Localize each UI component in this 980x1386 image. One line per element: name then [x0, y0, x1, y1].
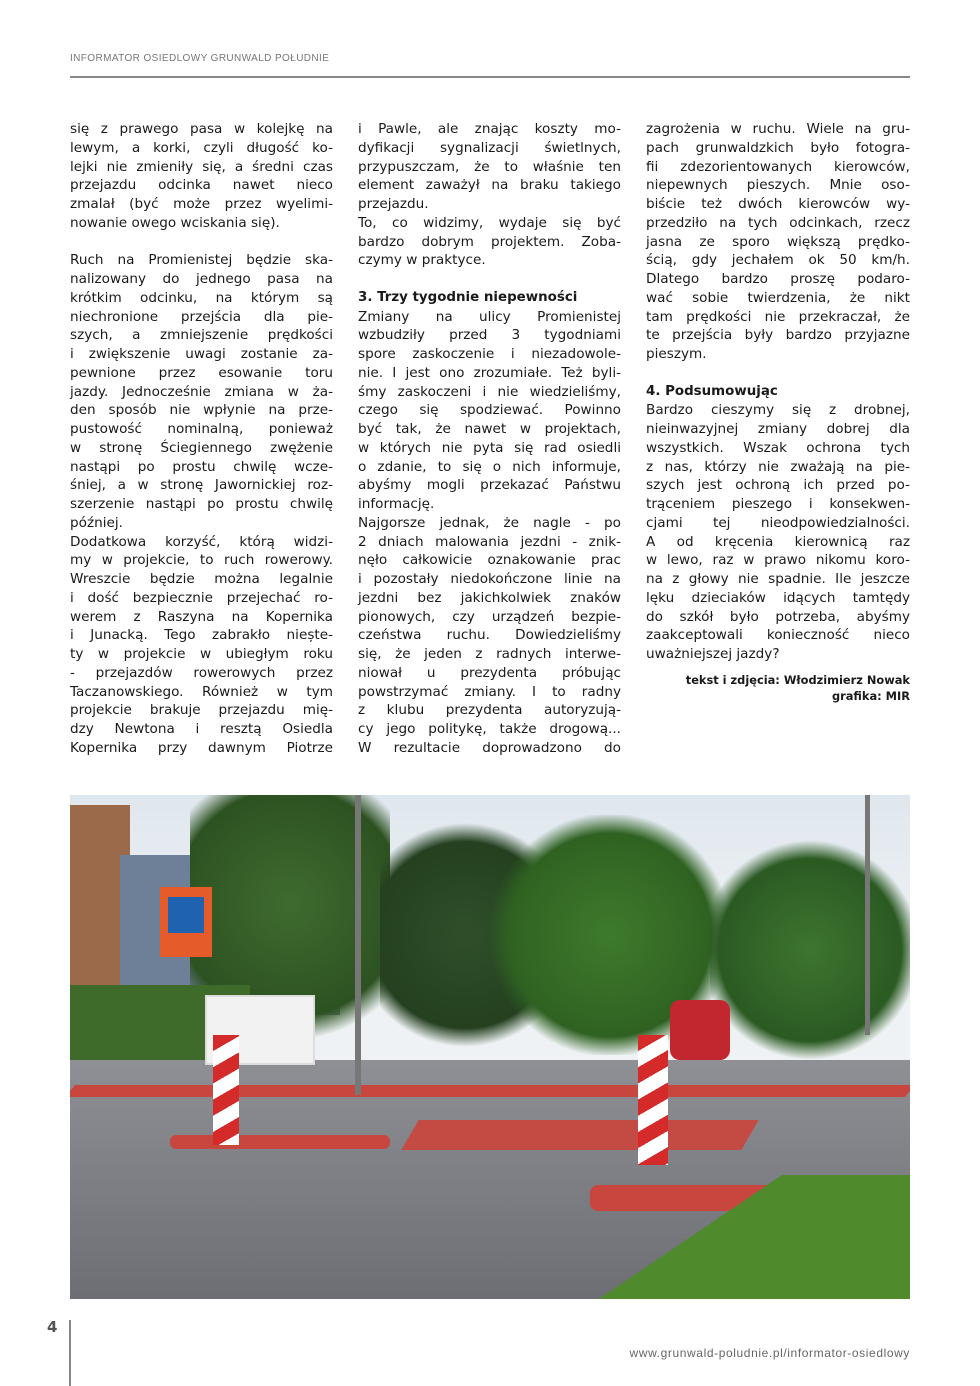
- credit-graphics: grafika: MIR: [831, 688, 910, 703]
- text-line: i zwiększenie uwagi zostanie za-: [70, 346, 333, 362]
- text-line: czeństwa ruchu. Dowiedzieliśmy: [358, 627, 621, 644]
- text-line: nastąpi po prostu chwilę wcze-: [70, 458, 333, 475]
- text-line: W rezultacie doprowadzono do: [358, 739, 621, 756]
- text-line: tam prędkości nie przekraczał, że: [646, 308, 910, 325]
- paragraph: [358, 308, 621, 514]
- text-line: spore zaskoczenie i niezadowole-: [358, 346, 621, 362]
- text-line: śniej, a w stronę Jawornickiej roz-: [70, 477, 333, 494]
- header-divider: [70, 76, 910, 78]
- article-photo-road-crossing: [70, 795, 910, 1299]
- text-line: A od kręcenia kierownicą raz: [646, 533, 910, 550]
- text-line: się z prawego pasa w kolejkę na: [70, 121, 333, 137]
- text-line: śmy zaskoczeni i nie wiedzieliśmy,: [358, 383, 621, 400]
- text-line: 2 dniach malowania jezdni - znik-: [358, 533, 621, 550]
- text-line: jezdni bez jakichkolwiek znaków: [358, 589, 621, 606]
- text-line: szych jest ochroną ich przed po-: [646, 477, 910, 494]
- text-line: przedziło na tych odcinkach, rzecz: [646, 214, 910, 231]
- text-line: nie. I jest ono zrozumiałe. Też byli-: [358, 364, 621, 381]
- text-line: zmalał (być może przez wyelimi-: [70, 196, 333, 212]
- text-line: zagrożenia w ruchu. Wiele na gru-: [646, 121, 910, 137]
- publication-header: INFORMATOR OSIEDLOWY GRUNWALD POŁUDNIE: [70, 53, 330, 64]
- text-line: cy jego politykę, także drogową...: [358, 721, 621, 737]
- text-line: i Pawle, ale znając koszty mo-: [358, 121, 621, 137]
- text-line: fii zdezorientowanych kierowców,: [646, 158, 910, 175]
- text-line: wzbudziły przed 3 tygodniami: [358, 327, 621, 344]
- text-line: informację.: [358, 496, 435, 512]
- text-line: pieszym.: [646, 346, 707, 362]
- text-line: i pozostały niedokończone linie na: [358, 571, 621, 587]
- credit-author: tekst i zdjęcia: Włodzimierz Nowak: [685, 672, 910, 687]
- paragraph: [646, 401, 910, 664]
- text-line: nalizowany do jednego pasa na: [70, 271, 333, 287]
- text-line: nęło całkowicie oznakowanie prac: [358, 552, 621, 569]
- text-line: później.: [70, 514, 123, 531]
- text-line: uważniejszej jazdy?: [646, 646, 780, 662]
- text-line: lejki nie zmieniły się, a średni czas: [70, 158, 333, 175]
- text-line: i Junacką. Tego zabrakło niește-: [70, 627, 333, 644]
- section-heading: 4. Podsumowując: [646, 383, 778, 399]
- text-line: wszystkich. Wszak ochrona tych: [646, 439, 910, 456]
- text-line: w których nie pyta się rad osiedli: [358, 439, 621, 456]
- text-line: niował u prezydenta próbując: [358, 664, 621, 681]
- text-line: zaakceptowali konieczność nieco: [646, 627, 910, 644]
- text-line: my w projekcie, to ruch rowerowy.: [70, 552, 333, 569]
- paragraph: [358, 514, 621, 758]
- text-line: nowanie owego wciskania się).: [70, 214, 280, 231]
- text-line: na z głowy nie spadnie. Ile jeszcze: [646, 571, 910, 587]
- text-line: czego się spodziewać. Powinno: [358, 402, 621, 419]
- text-line: do szkół było potrzeba, abyśmy: [646, 608, 910, 625]
- paragraph-spacer: [70, 233, 333, 252]
- paragraph-spacer: [358, 270, 621, 289]
- text-line: Ruch na Promienistej będzie ska-: [70, 252, 333, 269]
- text-line: szych, a zmniejszenie prędkości: [70, 327, 333, 344]
- text-line: To, co widzimy, wydaje się być: [358, 214, 621, 231]
- text-line: dzy Newtona i resztą Osiedla: [70, 721, 333, 737]
- text-line: te przejścia były bardzo przyjazne: [646, 327, 910, 344]
- text-line: jazdy. Jednocześnie zmiana w ża-: [70, 383, 333, 400]
- paragraph-spacer: [646, 364, 910, 383]
- text-line: werem z Raszyna na Kopernika: [70, 608, 333, 625]
- text-line: Bardzo cieszymy się z drobnej,: [646, 402, 910, 419]
- text-line: trąceniem pieszego i konsekwen-: [646, 496, 910, 512]
- text-line: Taczanowskiego. Również w tym: [70, 683, 333, 700]
- text-line: czymy w praktyce.: [358, 252, 486, 269]
- article-column-1: [70, 120, 333, 758]
- text-line: lewym, a korki, czyli długość ko-: [70, 139, 333, 156]
- text-line: den sposób nie wpłynie na prze-: [70, 402, 333, 419]
- text-line: pewnione przez esowanie toru: [70, 364, 333, 381]
- text-line: Kopernika przy dawnym Piotrze: [70, 739, 333, 756]
- text-line: pustowość nominalną, ponieważ: [70, 421, 333, 437]
- text-line: Zmiany na ulicy Promienistej: [358, 308, 621, 325]
- paragraph: [70, 120, 333, 233]
- text-line: o zdanie, to się o nich informuje,: [358, 458, 621, 475]
- text-line: Dodatkowa korzyść, którą widzi-: [70, 533, 333, 550]
- text-line: cjami tej nieodpowiedzialności.: [646, 514, 910, 531]
- text-line: się, że jeden z radnych interwe-: [358, 646, 621, 662]
- text-line: bardzo dobrym projektem. Zoba-: [358, 233, 621, 250]
- article-column-2: [358, 120, 621, 758]
- text-line: biście też dwóch kierowców wy-: [646, 196, 910, 212]
- text-line: wać sobie twierdzenia, że nikt: [646, 289, 910, 306]
- text-line: szerzenie nastąpi po prostu chwilę: [70, 496, 333, 512]
- text-line: abyśmy mogli przekazać Państwu: [358, 477, 621, 494]
- text-line: przejazdu.: [358, 196, 429, 212]
- text-line: Dlatego bardzo proszę podaro-: [646, 271, 910, 287]
- text-line: ścią, gdy jechałem ok 50 km/h.: [646, 252, 910, 269]
- text-line: niepewnych pieszych. Mnie oso-: [646, 177, 910, 194]
- text-line: Wreszcie będzie można legalnie: [70, 571, 333, 587]
- text-line: być tak, że nawet w projektach,: [358, 421, 621, 437]
- text-line: - przejazdów rowerowych przez: [70, 664, 333, 681]
- text-line: projekcie brakuje przejazdu mię-: [70, 702, 333, 719]
- paragraph: [70, 251, 333, 532]
- text-line: Najgorsze jednak, że nagle - po: [358, 514, 621, 531]
- footer-divider: [69, 1320, 71, 1386]
- text-line: w lewo, raz w prawo nikomu koro-: [646, 552, 910, 569]
- text-line: niechronione przejścia dla pie-: [70, 308, 333, 325]
- paragraph: [70, 533, 333, 758]
- text-line: przypuszczam, że to właśnie ten: [358, 158, 621, 175]
- text-line: ty w projekcie w ubiegłym roku: [70, 646, 333, 662]
- text-line: krótkim odcinku, na którym są: [70, 289, 333, 306]
- text-line: pach grunwaldzkich było fotogra-: [646, 139, 910, 156]
- text-line: dyfikacji sygnalizacji świetlnych,: [358, 139, 621, 156]
- text-line: jasna ze sporo większą prędko-: [646, 233, 910, 250]
- text-line: w stronę Ściegiennego zwężenie: [70, 439, 333, 456]
- paragraph: [646, 120, 910, 364]
- paragraph: [358, 120, 621, 214]
- page-number: 4: [47, 1318, 58, 1336]
- text-line: i dość bezpiecznie przejechać ro-: [70, 589, 333, 606]
- section-heading: 3. Trzy tygodnie niepewności: [358, 289, 578, 305]
- text-line: przejazdu odcinka nawet nieco: [70, 177, 333, 194]
- footer-url: www.grunwald-poludnie.pl/informator-osiedlowy: [629, 1346, 910, 1360]
- article-column-3: [646, 120, 910, 704]
- text-line: lęku dzieciaków idących tamtędy: [646, 589, 910, 606]
- text-line: nieinwazyjnej zmiany dobrej dla: [646, 421, 910, 437]
- text-line: element zaważył na braku takiego: [358, 177, 621, 194]
- text-line: z nas, którzy nie zważają na pie-: [646, 458, 910, 475]
- article-credits: [646, 672, 910, 704]
- text-line: powstrzymać zmiany. I to radny: [358, 683, 621, 700]
- text-line: z klubu prezydenta autoryzują-: [358, 702, 621, 719]
- text-line: pionowych, czy urządzeń bezpie-: [358, 608, 621, 625]
- paragraph: [358, 214, 621, 270]
